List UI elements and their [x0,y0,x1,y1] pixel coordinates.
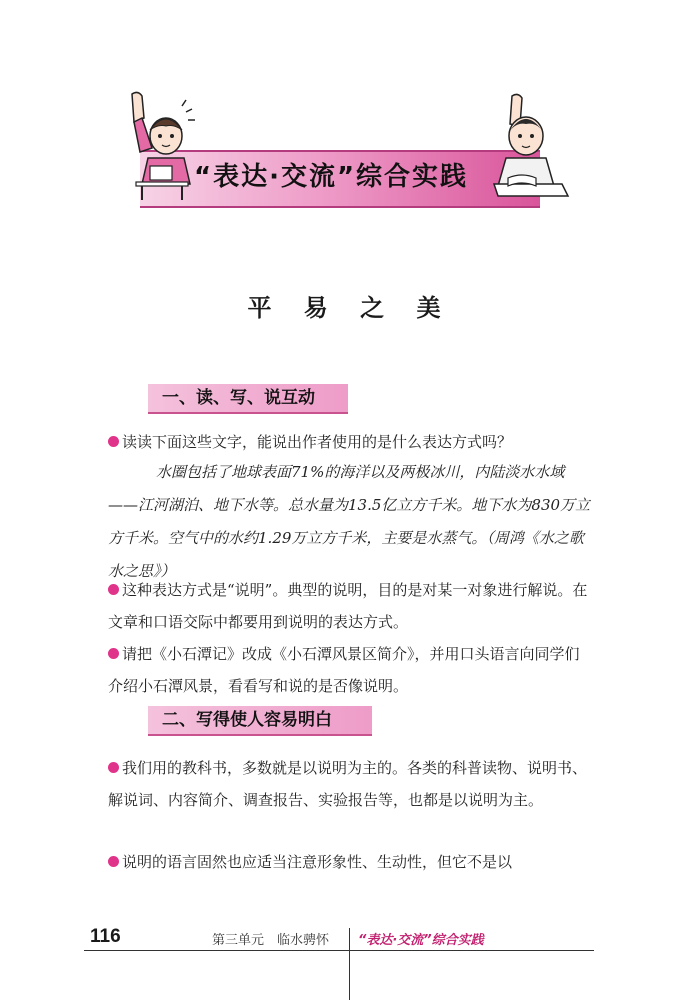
section1-quote: 水圈包括了地球表面71%的海洋以及两极冰川，内陆淡水水域——江河湖泊、地下水等。总水量为13.5亿立方千米。地下水为830万立方千米。空气中的水约1.29万立方千米，主要是水蒸气。（周鸿《水之歌 水之思》） [108,463,599,580]
section1-heading: 一、读、写、说互动 [148,384,348,414]
footer-unit-title: 第三单元 临水骋怀 [212,933,330,948]
page-title: 平 易 之 美 [247,293,453,322]
bullet-dot-icon [108,436,119,447]
bullet-dot-icon [108,856,119,867]
page-number: 116 [90,926,121,947]
section2-para2-paragraph [108,846,588,878]
section1-task: 请把《小石潭记》改成《小石潭风景区简介》，并用口头语言向同学们介绍小石潭风景，看看写和说的是否像说明。 [108,645,580,695]
bullet-dot-icon [108,648,119,659]
section1-explain-paragraph [108,574,588,638]
banner-title: “表达·交流”综合实践 [194,162,469,192]
footer-vertical-divider [349,928,350,1000]
section1-prompt-paragraph [108,426,588,458]
bullet-dot-icon [108,584,119,595]
section2-para1-paragraph [108,752,588,816]
footer-divider [84,950,594,951]
bullet-dot-icon [108,762,119,773]
section2-para2: 说明的语言固然也应适当注意形象性、生动性，但它不是以 [122,853,513,871]
section1-prompt: 读读下面这些文字，能说出作者使用的是什么表达方式吗？ [122,433,513,451]
section2-heading: 二、写得使人容易明白 [148,706,372,736]
section1-explain: 这种表达方式是“说明”。典型的说明，目的是对某一对象进行解说。在文章和口语交际中都要用到说明的表达方式。 [108,581,588,631]
girl-raising-hand-illustration [122,90,200,202]
section1-task-paragraph [108,638,588,702]
section2-para1: 我们用的教科书，多数就是以说明为主的。各类的科普读物、说明书、解说词、内容简介、调查报告、实验报告等，也都是以说明为主。 [108,759,588,809]
footer-section-label: “表达·交流”综合实践 [358,933,484,948]
